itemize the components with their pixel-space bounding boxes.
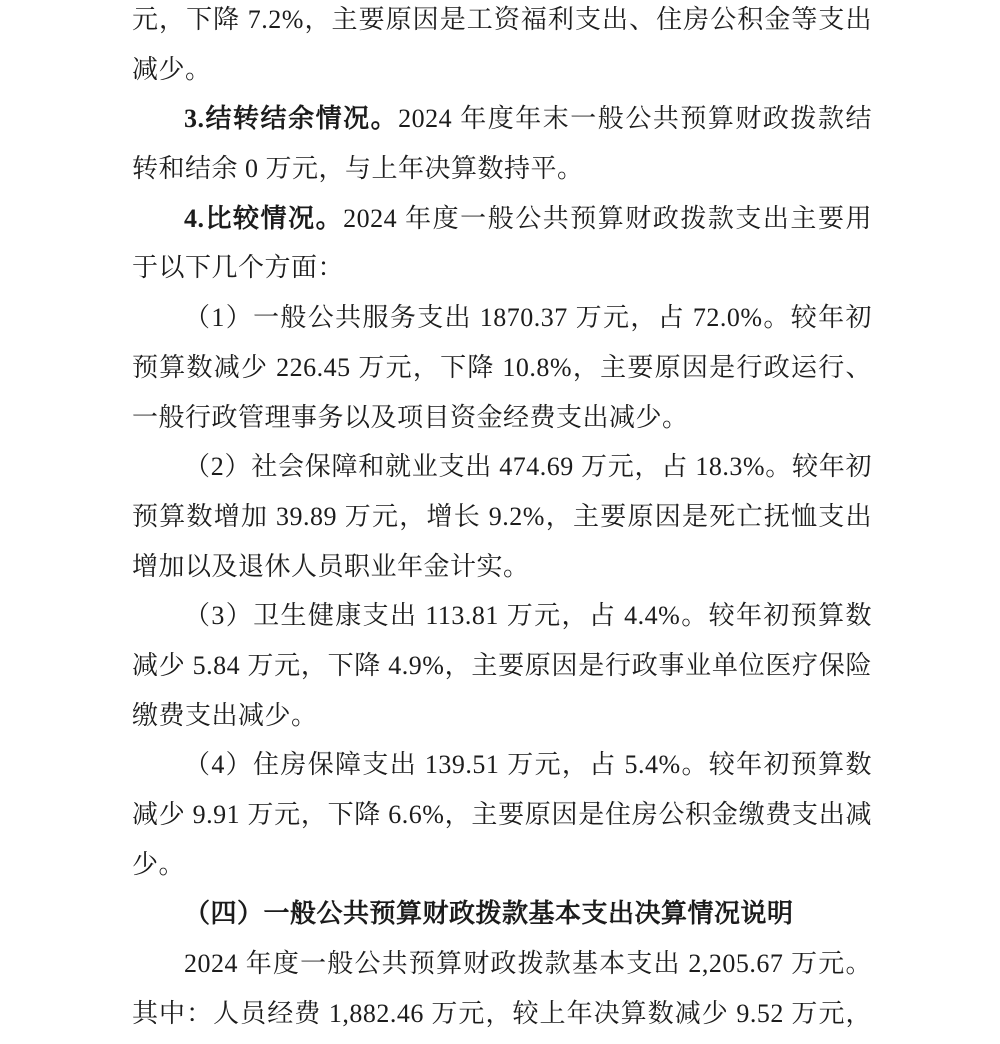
text-line <box>132 840 872 890</box>
text-line <box>132 293 872 343</box>
text-segment: 预算数增加 39.89 万元，增长 9.2%，主要原因是死亡抚恤支出 <box>132 501 872 531</box>
text-line <box>132 343 872 393</box>
text-line <box>132 45 872 95</box>
text-line <box>132 939 872 989</box>
document-text-block <box>132 0 872 1038</box>
text-segment: （4）住房保障支出 139.51 万元，占 5.4%。较年初预算数 <box>184 750 872 780</box>
text-line <box>132 989 872 1039</box>
text-line <box>132 790 872 840</box>
text-segment: （3）卫生健康支出 113.81 万元，占 4.4%。较年初预算数 <box>184 601 872 631</box>
text-line <box>132 243 872 293</box>
text-segment: 2024 年度年末一般公共预算财政拨款结 <box>398 104 872 134</box>
text-segment: 预算数减少 226.45 万元，下降 10.8%，主要原因是行政运行、 <box>132 352 872 382</box>
text-line <box>132 0 872 45</box>
text-segment: 少。 <box>132 849 186 879</box>
text-line <box>132 144 872 194</box>
text-segment: （1）一般公共服务支出 1870.37 万元，占 72.0%。较年初 <box>184 303 872 333</box>
text-segment: 减少 5.84 万元，下降 4.9%，主要原因是行政事业单位医疗保险 <box>132 650 872 680</box>
text-line <box>132 889 872 939</box>
text-segment: 元，下降 7.2%，主要原因是工资福利支出、住房公积金等支出 <box>132 5 872 34</box>
text-line <box>132 94 872 144</box>
text-segment: 减少 9.91 万元，下降 6.6%，主要原因是住房公积金缴费支出减 <box>132 800 872 829</box>
text-segment: 于以下几个方面： <box>132 253 345 283</box>
text-segment: 2024 年度一般公共预算财政拨款支出主要用 <box>343 203 872 233</box>
text-line <box>132 393 872 443</box>
text-segment: 转和结余 0 万元，与上年决算数持平。 <box>132 154 584 184</box>
text-line <box>132 641 872 691</box>
text-line <box>132 542 872 592</box>
text-segment: 缴费支出减少。 <box>132 700 318 730</box>
text-segment: 其中：人员经费 1,882.46 万元，较上年决算数减少 9.52 万元， <box>132 998 872 1028</box>
bold-text-segment: （四）一般公共预算财政拨款基本支出决算情况说明 <box>184 899 794 929</box>
text-line <box>132 591 872 641</box>
text-segment: （2）社会保障和就业支出 474.69 万元，占 18.3%。较年初 <box>184 452 872 482</box>
text-line <box>132 492 872 542</box>
text-segment: 2024 年度一般公共预算财政拨款基本支出 2,205.67 万元。 <box>184 949 872 979</box>
text-segment: 减少。 <box>132 54 212 84</box>
text-segment: 一般行政管理事务以及项目资金经费支出减少。 <box>132 402 689 432</box>
text-line <box>132 194 872 244</box>
bold-text-segment: 4.比较情况。 <box>184 203 344 233</box>
bold-text-segment: 3.结转结余情况。 <box>184 104 399 134</box>
text-line <box>132 442 872 492</box>
text-line <box>132 691 872 741</box>
text-segment: 增加以及退休人员职业年金计实。 <box>132 551 530 581</box>
text-line <box>132 740 872 790</box>
